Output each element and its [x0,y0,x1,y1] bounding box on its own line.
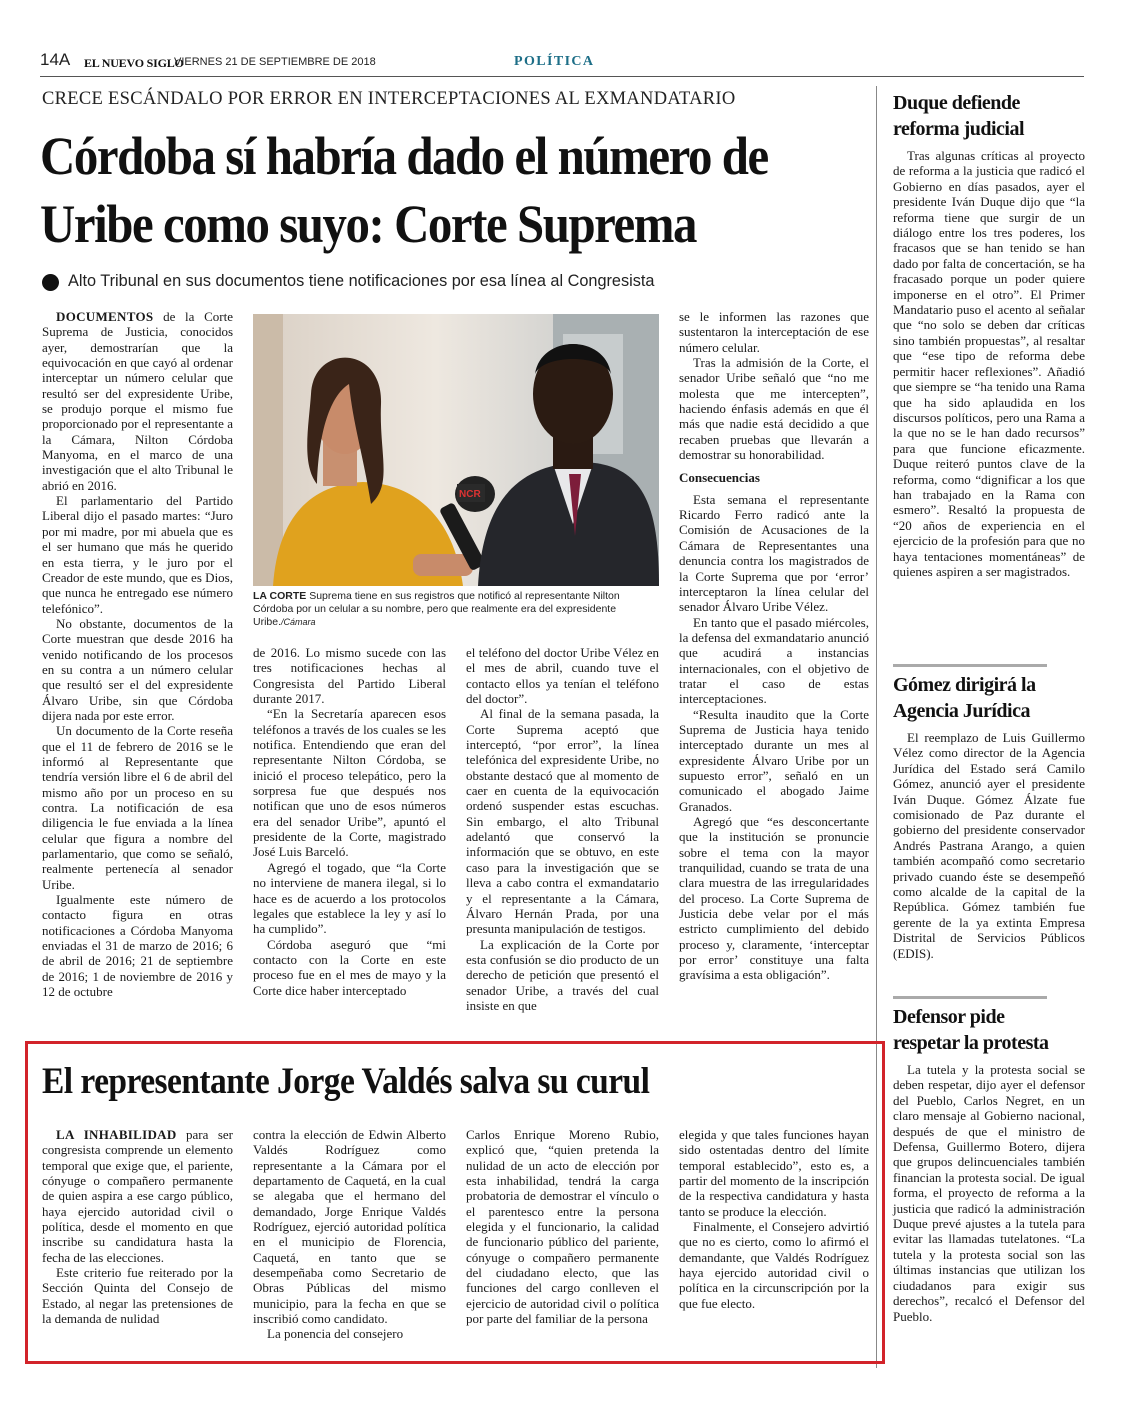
brief-text-gomez [893,730,1085,961]
paragraph: Córdoba aseguró que “mi contacto con la Corte en este proceso fue en el mes de mayo y la Corte dice haber interceptado [253,936,446,998]
boxed-column-1 [42,1127,233,1326]
caption-lead: LA CORTE [253,590,307,602]
main-column-4 [679,309,869,983]
paragraph: Finalmente, el Consejero advirtió que no es cierto, como lo afirmó el demandante, que Valdés Rodríguez haya ejercido autoridad civil o política en la circunscripción por la que fue electo. [679,1219,869,1311]
photo-caption [253,590,659,629]
paragraph: La explicación de la Corte por esta confusión se dio producto de un derecho de petición que presentó el senador Uribe, a través del cual insiste en que [466,936,659,1013]
page-number: 14A [40,50,71,69]
paragraph [42,1127,233,1265]
bullet-icon [42,274,59,291]
paragraph-text: para ser congresista comprende un elemento temporal que exige que, el pariente, cónyuge o compañero permanente de quien aspira a ese cargo público, haya ejercido autoridad civil o política, desde el momento en que inscribe su candidatura hasta la fecha de las elecciones. [42,1127,233,1265]
paragraph: Esta semana el representante Ricardo Ferro radicó ante la Comisión de Acusaciones de la Cámara de Representantes una denuncia contra los magistrados de la Corte Suprema que por ‘error’ interceptaron la línea celular del senador Álvaro Uribe Vélez. [679,491,869,615]
deck: Alto Tribunal en sus documentos tiene notificaciones por esa línea al Congresista [68,272,655,290]
boxed-column-4 [679,1127,869,1311]
paragraph: de 2016. Lo mismo sucede con las tres notificaciones hechas al Congresista del Partido Liberal durante 2017. [253,645,446,707]
paragraph: Tras algunas críticas al proyecto de reforma a la justicia que radicó el Gobierno en días pasados, ayer el presidente Iván Duque dijo que “la reforma tiene que surgir de un diálogo entre los tres poderes, los fracasos que se han tenido se han dado por falta de concertación, se ha fracasado porque un poder quiere imponerse en el otro”. El Primer Mandatario puso el acento al señalar que “no solo se deben dar críticas sino también propuestas”, al resaltar que “ese tipo de reforma debe permitir hacer reflexiones”. Añadió que siempre se “ha tenido una Rama que ha sido aplaudida en los discursos políticos, pero una Rama a la que no se le han dado recursos” para que funcione eficazmente. Duque reiteró puntos clave de la reforma, como “dignificar a los que han trabajado en la Rama con esmero”. Resaltó la propuesta de “20 años de experiencia en el ejercicio de la profesión para que no haya tentaciones momentáneas” de quienes aspiren a ser magistrados. [893,148,1085,579]
paragraph [42,309,233,493]
paragraph: “Resulta inaudito que la Corte Suprema de Justicia haya tenido interceptado durante un mes al expresidente Álvaro Uribe por un supuesto error”, señaló en un comunicado el abogado Jaime Granados. [679,706,869,814]
boxed-column-2 [253,1127,446,1342]
paragraph: La ponencia del consejero [267,1326,404,1342]
paragraph: Agregó que “es desconcertante que la institución se pronuncie sobre el tema con la mayor tranquilidad, cuando se trata de una clara muestra de las irregularidades del proceso. La Corte Suprema de Justicia debe velar por el más estricto cumplimiento del debido proceso y, claramente, ‘interceptar por error’ constituye una falta gravísima a esta obligación”. [679,814,869,983]
article-photo [253,314,659,586]
boxed-column-3 [466,1127,659,1326]
caption-text: Suprema tiene en sus registros que notificó al representante Nilton Córdoba por un celular a su nombre, pero que realmente era del expresidente Uribe. [253,590,620,628]
main-column-3 [466,645,659,1013]
brief-title-duque: Duque defiende reforma judicial [893,92,1025,140]
masthead: EL NUEVO SIGLO [84,56,184,70]
paragraph: El parlamentario del Partido Liberal dijo el pasado martes: “Juro por mi madre, por mi abuela que es el ser humano que más he querido en esta tierra, y le juro por el Creador de este mundo, que es Dios, que nunca he entregado ese número telefónico”. [42,493,233,616]
paragraph: contra la elección de Edwin Alberto Valdés Rodríguez como representante a la Cámara por el departamento de Caquetá, en la cual se alegaba que el hermano del demandado, Jorge Enrique Valdés Rodríguez, ejerció autoridad política en el municipio de Florencia, Caquetá, en tanto que se desempeñaba como Secretario de Obras Públicas del mismo municipio, para la fecha en que se inscribió como candidato. [253,1127,446,1327]
paragraph: “En la Secretaría aparecen esos teléfonos a través de los cuales se les notifica. Entendiendo que eran del representante Nilton Córdoba, se inició el proceso telepático, pero la sorpresa fue que después nos notifican que uno de esos números era del senador Uribe”, apuntó el presidente de la Corte, magistrado José Luis Barceló. [253,706,446,860]
section-label: POLÍTICA [514,54,595,69]
paragraph: Tras la admisión de la Corte, el senador Uribe señaló que “no me molesta que me intercepten”, haciendo énfasis además en que él más que nadie está decidido a que recaben pruebas que llevarán a demostrar su honorabilidad. [679,355,869,463]
sidebar-separator [893,996,1047,999]
sidebar-separator [893,664,1047,667]
paragraph: El reemplazo de Luis Guillermo Vélez como director de la Agencia Jurídica del Estado será Camilo Gómez, anunció ayer el presidente Iván Duque. Gómez Álzate fue comisionado de Paz durante el gobierno del presidente conservador Andrés Pastrana Arango, a quien también acompañó como secretario privado cuando éste se desempeñó como alcalde de la capital de la República. Gómez también fue gerente de la ya extinta Empresa Distrital de Servicios Públicos (EDIS). [893,730,1085,961]
brief-text-duque [893,148,1085,579]
subheading: Consecuencias [679,470,760,486]
brief-text-defensor [893,1062,1085,1324]
paragraph: La tutela y la protesta social se deben respetar, dijo ayer el defensor del Pueblo, Carlos Negret, en un claro mensaje al Gobierno nacional, después de que el ministro de Defensa, Guillermo Botero, dijera que grupos delincuenciales también financian la protesta social. De igual forma, el proyecto de reforma a la justicia que radicó la administración Duque prevé ajustes a la tutela para evitar las llamadas tutelatones. “La tutela y la protesta social son las últimas instancias que utilizan los ciudadanos para exigir sus derechos”, recalcó el Defensor del Pueblo. [893,1062,1085,1324]
brief-title-gomez: Gómez dirigirá la Agencia Jurídica [893,674,1036,722]
paragraph-text: de la Corte Suprema de Justicia, conocidos ayer, demostrarían que la equivocación en que cayó al ordenar interceptar un número celular que resultó ser del expresidente Uribe, se produjo porque el mismo fue proporcionado por el representante a la Cámara, Nilton Córdoba Manyoma, en el marco de una investigación que el alto Tribunal le abrió en 2016. [42,309,233,493]
mic-badge: NCR [459,489,481,500]
paragraph: No obstante, documentos de la Corte muestran que desde 2016 ha venido notificando de los procesos en su contra a un número celular que resultó ser el del expresidente Álvaro Uribe, sin que Córdoba dijera nada por este error. [42,615,233,723]
paragraph: el teléfono del doctor Uribe Vélez en el mes de abril, cuando tuve el contacto ellos ya tenían el teléfono del doctor”. [466,645,659,707]
boxed-headline: El representante Jorge Valdés salva su curul [42,1061,650,1102]
issue-date: VIERNES 21 DE SEPTIEMBRE DE 2018 [174,56,376,68]
main-column-1 [42,309,233,999]
main-headline: Córdoba sí habría dado el número de Uribe como suyo: Corte Suprema [40,126,768,254]
header-rule [40,76,1084,77]
paragraph: Un documento de la Corte reseña que el 11 de febrero de 2016 se le informó al Representante que tendría versión libre el 6 de abril del mismo año por un proceso en su contra. La notificación de esa diligencia le fue enviada a la línea celular que figura a nombre del parlamentario, que como se señaló, realmente pertenecía al senador Uribe. [42,723,233,892]
brief-title-defensor: Defensor pide respetar la protesta [893,1006,1049,1054]
paragraph: En tanto que el pasado miércoles, la defensa del exmandatario anunció que acudirá a instancias internacionales, con el objetivo de tratar el caso de estas interceptaciones. [679,614,869,707]
paragraph: Al final de la semana pasada, la Corte Suprema aceptó que interceptó, “por error”, la línea telefónica del expresidente Uribe, no obstante destacó que al momento de caer en cuenta de la equivocación ordenó suspender estas escuchas. Sin embargo, el alto Tribunal adelantó que conservó la información que se obtuvo, en este caso para la investigación que se lleva a cabo contra el exmandatario y el representante a la Cámara, Álvaro Hernán Prada, por una presunta manipulación de testigos. [466,706,659,937]
main-column-2 [253,645,446,998]
paragraph: Este criterio fue reiterado por la Sección Quinta del Consejo de Estado, al negar las pretensiones de la demanda de nulidad [42,1265,233,1327]
paragraph: Agregó el togado, que “la Corte no interviene de manera ilegal, si lo hace es de acuerdo a los protocolos legales que establece la ley y así lo ha cumplido”. [253,859,446,937]
paragraph: Igualmente este número de contacto figura en otras notificaciones a Córdoba Manyoma enviadas el 31 de marzo de 2016; 6 de abril de 2016; 21 de septiembre de 2016; 1 de noviembre de 2016 y 12 de octubre [42,892,233,1000]
paragraph: se le informen las razones que sustentaron la interceptación de ese número celular. [679,309,869,355]
kicker: CRECE ESCÁNDALO POR ERROR EN INTERCEPTACIONES AL EXMANDATARIO [42,89,736,109]
photo-credit: /Cámara [281,617,316,627]
paragraph: Carlos Enrique Moreno Rubio, explicó que, “quien pretenda la nulidad de un acto de elección por esta inhabilidad, tendrá la carga probatoria de demostrar el vínculo o el parentesco entre la persona elegida y el funcionario, la calidad de funcionario público del pariente, cónyuge o compañero permanente del ciudadano electo, que las funciones del cargo conlleven el ejercicio de autoridad civil o política por parte del familiar de la persona [466,1127,659,1327]
lead-word: LA INHABILIDAD [56,1127,177,1142]
paragraph: elegida y que tales funciones hayan sido ostentadas dentro del límite temporal establecido”, esto es, a partir del momento de la inscripción de la respectiva candidatura y hasta tanto se produce la elección. [679,1127,869,1219]
lead-word: DOCUMENTOS [56,309,154,324]
photo-illustration [253,314,659,586]
